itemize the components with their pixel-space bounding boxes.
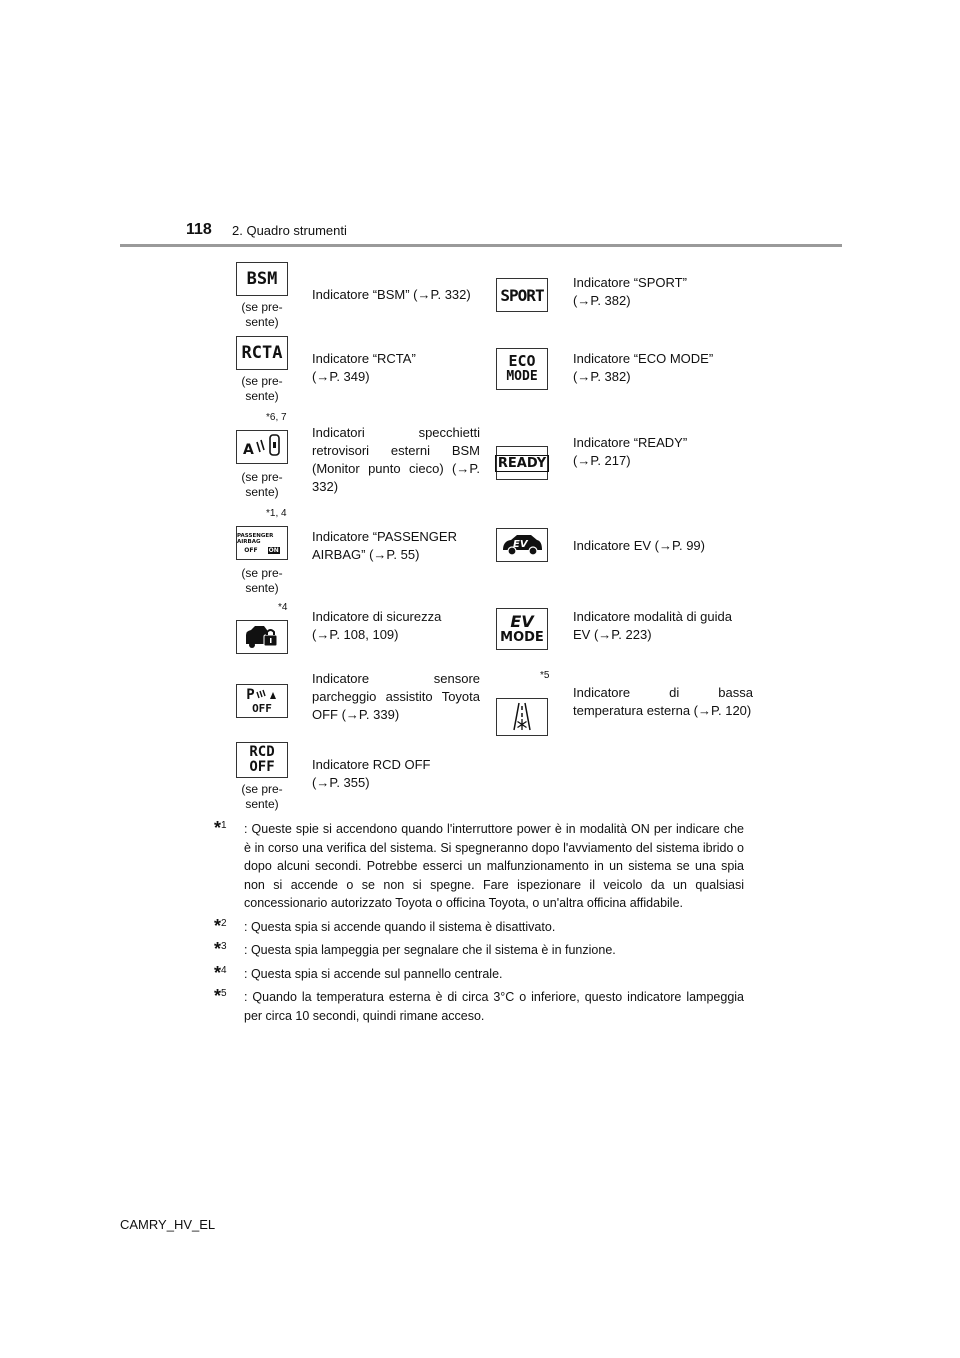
svg-text:A: A bbox=[243, 442, 254, 458]
eco-mode-description: Indicatore “ECO MODE” (→P. 382) bbox=[573, 351, 714, 384]
rcd-off-icon: RCD OFF bbox=[236, 742, 288, 778]
header-rule bbox=[120, 244, 842, 247]
low-temperature-description: Indicatore di bassa temperatura esterna (→P. 120) bbox=[573, 685, 753, 718]
document-id: CAMRY_HV_EL bbox=[120, 1217, 216, 1232]
indicator-row-passenger-airbag bbox=[230, 504, 750, 600]
footnote-ref: *6, 7 bbox=[266, 412, 287, 423]
rcd-off-description: Indicatore RCD OFF (→P. 355) bbox=[312, 757, 431, 790]
section-title: 2. Quadro strumenti bbox=[232, 223, 347, 238]
present-label: (se pre- sente) bbox=[241, 566, 283, 595]
present-label: (se pre- sente) bbox=[241, 782, 283, 811]
indicator-row-rcd-off bbox=[230, 740, 750, 814]
sport-description: Indicatore “SPORT” (→P. 382) bbox=[573, 275, 687, 308]
present-label: (se pre- sente) bbox=[241, 470, 283, 499]
indicator-row-parking-assist bbox=[230, 668, 753, 740]
mirror-bsm-icon bbox=[236, 430, 288, 464]
ready-icon: READY bbox=[496, 446, 548, 480]
footnote-ref: *4 bbox=[278, 602, 288, 613]
ready-description: Indicatore “READY” (→P. 217) bbox=[573, 435, 688, 468]
passenger-airbag-description: Indicatore “PASSENGER AIRBAG” (→P. 55) bbox=[312, 529, 457, 562]
indicator-row-security bbox=[230, 602, 750, 666]
indicator-row-mirror-bsm bbox=[230, 408, 750, 502]
page-number: 118 bbox=[186, 221, 212, 238]
footnote-4: *$^4$ : Questa spia si accende sul pannello centrale. bbox=[214, 962, 503, 983]
low-temperature-icon bbox=[496, 698, 548, 736]
mirror-bsm-description: Indicatori specchietti retrovisori esterni BSM (Monitor punto cieco) (→P. 332) bbox=[312, 425, 480, 494]
ev-mode-description: Indicatore modalità di guida EV (→P. 223) bbox=[573, 609, 732, 642]
footnote-3: *$^3$ : Questa spia lampeggia per segnalare che il sistema è in funzione. bbox=[214, 939, 616, 959]
parking-assist-description: Indicatore sensore parcheggio assistito Toyota OFF (→P. 339) bbox=[312, 671, 480, 722]
rcta-description: Indicatore “RCTA” (→P. 349) bbox=[312, 351, 416, 384]
ev-mode-icon: EV MODE bbox=[496, 608, 548, 650]
ev-description: Indicatore EV (→P. 99) bbox=[573, 538, 705, 553]
footnote-1: *$^1$ : Queste spie si accendono quando l'interruttore power è in modalità ON per indicare che è in corso una verifica del sistema. Si spegneranno dopo l'avviamento del sistema ibrido o dopo alcuni secondi. Potrebbe esserci un malfunzionamento in un sistema se una spia non si accende o se non si spegne. Fare ispezionare il veicolo da un qualsiasi concessionario autorizzato Toyota o officina Toyota, o un'altra officina affidabile. bbox=[214, 818, 744, 910]
indicator-row-bsm bbox=[230, 260, 750, 332]
footnote-2: *$^2$ : Questa spia si accende quando il sistema è disattivato. bbox=[214, 915, 556, 936]
passenger-airbag-icon: PASSENGER AIRBAG OFF ON bbox=[236, 526, 288, 560]
present-label: (se pre- sente) bbox=[241, 374, 283, 403]
security-description: Indicatore di sicurezza (→P. 108, 109) bbox=[312, 609, 442, 642]
security-icon bbox=[236, 620, 288, 654]
sport-icon: SPORT bbox=[496, 278, 548, 312]
eco-mode-icon: ECO MODE bbox=[496, 348, 548, 390]
rcta-icon: RCTA bbox=[236, 336, 288, 370]
parking-assist-icon: P OFF bbox=[236, 684, 288, 718]
footnote-5: *$^5$ : Quando la temperatura esterna è di circa 3°C o inferiore, questo indicatore lampeggia per circa 10 secondi, quindi rimane acceso. bbox=[214, 986, 744, 1023]
indicator-row-rcta bbox=[230, 334, 750, 406]
bsm-description: Indicatore “BSM” (→P. 332) bbox=[312, 287, 471, 302]
ev-icon bbox=[496, 528, 548, 562]
bsm-icon: BSM bbox=[236, 262, 288, 296]
present-label: (se pre- sente) bbox=[241, 300, 283, 329]
footnotes bbox=[214, 820, 744, 1030]
footnote-ref: *5 bbox=[540, 670, 550, 681]
svg-text:EV: EV bbox=[513, 539, 528, 550]
footnote-ref: *1, 4 bbox=[266, 508, 287, 519]
